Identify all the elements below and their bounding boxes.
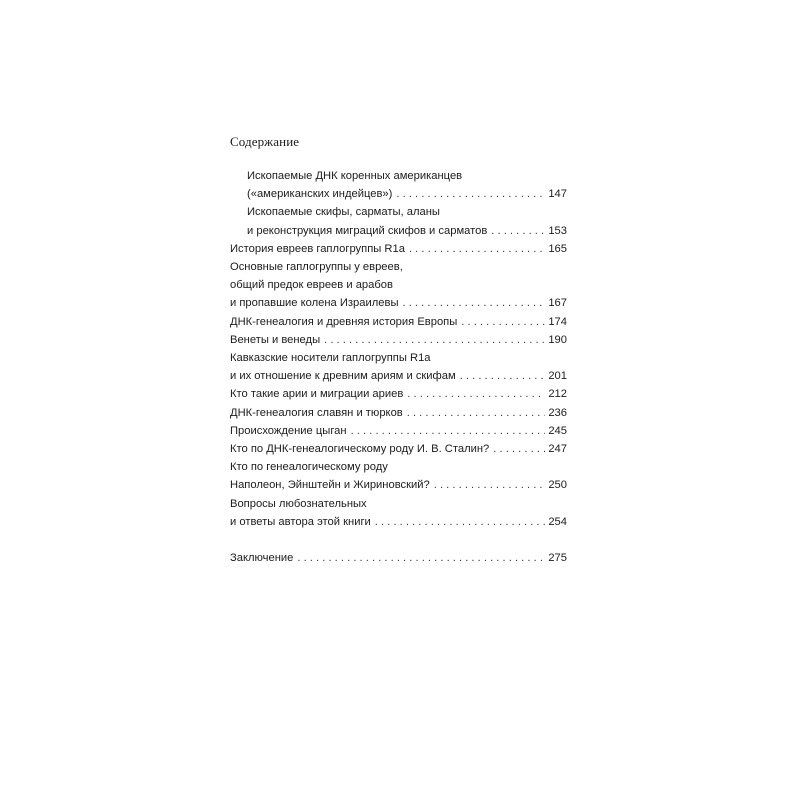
toc-page-number: 153 xyxy=(548,224,567,237)
toc-page-number: 212 xyxy=(548,388,567,401)
toc-entry-title: История евреев гаплогруппы R1a xyxy=(230,242,405,255)
dot-leader xyxy=(407,404,546,422)
toc-entry-line xyxy=(230,385,567,403)
toc-entry-title: Ископаемые ДНК коренных американцев xyxy=(247,170,463,182)
toc-page-number: 174 xyxy=(548,315,567,328)
toc-entry-line xyxy=(230,440,567,458)
toc-entry-title: Заключение xyxy=(230,552,294,564)
toc-entry-line xyxy=(230,313,567,331)
toc-page-number: 250 xyxy=(548,479,567,492)
toc-entry-line xyxy=(230,367,567,385)
toc-entry-line xyxy=(230,458,567,476)
toc-entry-line xyxy=(230,476,567,494)
toc-page-number: 245 xyxy=(548,424,567,437)
dot-leader xyxy=(375,513,546,531)
toc-page-number: 147 xyxy=(548,188,567,201)
toc-page-number: 236 xyxy=(548,406,567,419)
toc-entry-title: Венеты и венеды xyxy=(230,333,321,346)
toc-entry-title: («американских индейцев») xyxy=(247,188,393,201)
toc-entry-line xyxy=(230,513,567,531)
toc-entry-title: и их отношение к древним ариям и скифам xyxy=(230,370,456,383)
toc-entry-line xyxy=(230,349,567,367)
dot-leader xyxy=(460,367,546,385)
toc-page-number: 201 xyxy=(548,370,567,383)
toc-heading: Содержание xyxy=(230,134,300,149)
toc-entry-title: Основные гаплогруппы у евреев, xyxy=(230,261,403,273)
toc-entry-line xyxy=(230,331,567,349)
dot-leader xyxy=(491,222,545,240)
toc-page-number: 254 xyxy=(548,515,567,528)
toc-entry-line xyxy=(230,422,567,440)
dot-leader xyxy=(324,331,545,349)
toc-page-number: 275 xyxy=(548,552,567,564)
toc-page-number: 167 xyxy=(548,297,567,310)
toc-entry-title: Происхождение цыган xyxy=(230,424,347,437)
toc-entry-title: ДНК-генеалогия славян и тюрков xyxy=(230,406,403,419)
toc-entry-title: и пропавшие колена Израилевы xyxy=(230,297,399,310)
toc-entry-line xyxy=(247,167,567,185)
toc-entry-line xyxy=(247,185,567,203)
toc-entry-line xyxy=(230,258,567,276)
dot-leader xyxy=(351,422,546,440)
dot-leader xyxy=(407,385,545,403)
dot-leader xyxy=(434,476,546,494)
dot-leader xyxy=(409,240,545,258)
toc-entry-title: Кто по ДНК-генеалогическому роду И. В. Сталин? xyxy=(230,443,490,455)
dot-leader xyxy=(403,294,546,312)
toc-entry-title: Ископаемые скифы, сарматы, аланы xyxy=(247,206,440,219)
toc-page-number: 165 xyxy=(548,242,567,255)
toc-entry-line xyxy=(230,495,567,513)
dot-leader xyxy=(461,313,545,331)
toc-page-number: 247 xyxy=(548,443,567,455)
toc-page-number: 190 xyxy=(548,333,567,346)
toc-entry-line xyxy=(230,404,567,422)
toc-entry-title: ДНК-генеалогия и древняя история Европы xyxy=(230,315,458,328)
toc-entry-line xyxy=(230,276,567,294)
toc-entry-title: и реконструкция миграций скифов и сарматов xyxy=(247,224,488,237)
toc-entry-line xyxy=(247,222,567,240)
dot-leader xyxy=(396,185,545,203)
toc-entry-title: Кавказские носители гаплогруппы R1a xyxy=(230,352,431,364)
toc-entry-title: Кто такие арии и миграции ариев xyxy=(230,388,404,401)
toc-entry-title: Вопросы любознательных xyxy=(230,497,367,510)
toc-entry-line xyxy=(230,294,567,312)
dot-leader xyxy=(297,549,545,567)
toc-entry-title: общий предок евреев и арабов xyxy=(230,279,393,292)
toc-entry-line xyxy=(230,549,567,567)
toc-entry-title: Кто по генеалогическому роду xyxy=(230,461,388,474)
toc-entry-title: и ответы автора этой книги xyxy=(230,515,371,528)
toc-entry-title: Наполеон, Эйнштейн и Жириновский? xyxy=(230,479,430,492)
toc-entry-line xyxy=(230,240,567,258)
dot-leader xyxy=(493,440,545,458)
toc-entry-line xyxy=(247,203,567,221)
